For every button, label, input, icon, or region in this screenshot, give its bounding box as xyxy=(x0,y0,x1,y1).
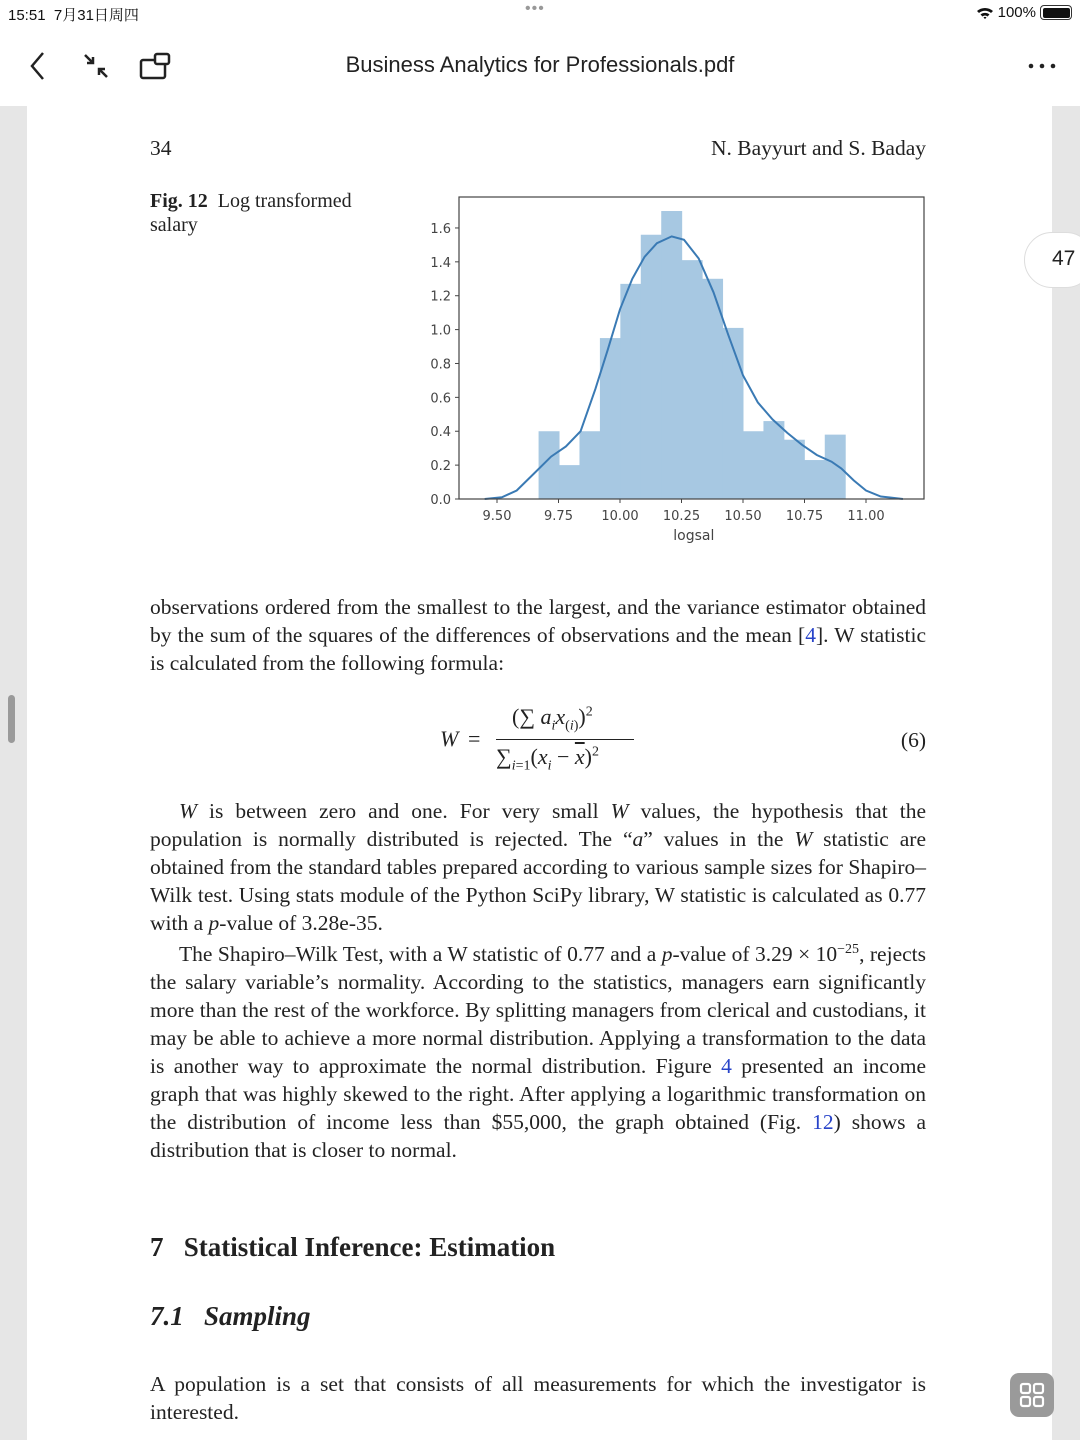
page-number: 34 xyxy=(150,136,172,160)
multitask-dots-icon[interactable]: ••• xyxy=(525,0,545,17)
histogram-bar xyxy=(743,431,764,499)
status-time: 15:51 7月31日周四 xyxy=(8,7,139,24)
histogram-chart xyxy=(420,190,940,550)
citation-link[interactable]: 4 xyxy=(805,623,816,647)
scrollbar-handle[interactable] xyxy=(8,695,15,743)
x-tick-label: 10.00 xyxy=(601,509,639,524)
y-tick-label: 0.6 xyxy=(430,391,451,407)
page-indicator[interactable]: 47 xyxy=(1024,232,1080,288)
running-header: N. Bayyurt and S. Baday xyxy=(711,136,926,160)
histogram-bar xyxy=(559,465,580,499)
x-tick-label: 10.50 xyxy=(724,509,762,524)
histogram-bar xyxy=(579,431,600,499)
histogram-bar xyxy=(661,211,682,499)
y-tick-label: 0.2 xyxy=(430,459,451,475)
paragraph-4: A population is a set that consists of all measurements for which the investigator is interested. xyxy=(150,1372,926,1424)
paragraph-2: W is between zero and one. For very small W values, the hypothesis that the population is normally distributed is rejected. The “a” values in the W statistic are obtained from the standard tables prepared according to various sample sizes for Shapiro–Wilk test. Using stats module of the Python SciPy library, W statistic is calculated as 0.77 with a p-value of 3.28e-35. xyxy=(150,799,927,935)
battery-icon xyxy=(1040,5,1072,20)
y-tick-label: 0.4 xyxy=(430,425,451,441)
figure-link-12[interactable]: 12 xyxy=(812,1110,834,1135)
y-tick-label: 0.8 xyxy=(430,357,451,373)
subsection-heading: 7.1 Sampling xyxy=(150,1301,311,1331)
equation-number: (6) xyxy=(900,728,926,752)
y-tick-label: 1.2 xyxy=(430,289,451,305)
figure-link-4[interactable]: 4 xyxy=(721,1054,732,1079)
y-tick-label: 1.4 xyxy=(430,255,451,271)
histogram-bar xyxy=(763,421,784,499)
histogram-bar xyxy=(682,260,703,499)
histogram-bar xyxy=(620,284,641,499)
x-tick-label: 10.75 xyxy=(785,509,824,524)
x-axis-label: logsal xyxy=(673,528,715,544)
x-tick-label: 9.75 xyxy=(544,509,573,524)
histogram-bar xyxy=(641,235,662,499)
y-tick-label: 0.0 xyxy=(430,493,451,508)
figure-caption: Fig. 12 Log transformed salary xyxy=(150,190,352,236)
histogram-bar xyxy=(804,460,825,499)
x-tick-label: 10.25 xyxy=(662,509,701,524)
more-button[interactable] xyxy=(1024,48,1060,84)
paragraph-3: The Shapiro–Wilk Test, with a W statistic of 0.77 and a p-value of $3.29 \times 10^{-25}$, rejects the salary variable’s normality. According to the statistics, managers earn significantly more than the rest of the workforce. By splitting managers from clerical and custodians, it may be able to achieve a more normal distribution. Applying a transformation to the data is another way to approximate the normal distribution. Figure 4 presented an income graph that was highly skewed to the right. After applying a logarithmic transformation on the distribution of income less than $55,000, the graph obtained (Fig. 12) shows a distribution that is closer to normal. xyxy=(150,942,926,1163)
wifi-icon xyxy=(976,6,994,20)
y-tick-label: 1.0 xyxy=(430,323,451,339)
histogram-bar xyxy=(723,328,744,499)
y-tick-label: 1.6 xyxy=(430,221,451,237)
histogram-bar xyxy=(784,440,805,499)
histogram-bar xyxy=(825,435,846,499)
thumbnail-grid-button[interactable] xyxy=(1010,1373,1054,1417)
document-title: Business Analytics for Professionals.pdf xyxy=(345,52,735,77)
battery-percent: 100% xyxy=(997,4,1036,21)
more-icon xyxy=(1027,62,1057,70)
x-tick-label: 11.00 xyxy=(847,509,885,524)
paragraph-1: observations ordered from the smallest to the largest, and the variance estimator obtained by the sum of the squares of the differences of observations and the mean [4]. W statistic is calculated from the following formula: xyxy=(150,595,926,675)
section-heading: 7 Statistical Inference: Estimation xyxy=(150,1232,556,1262)
equation-6: W = (∑ $a_ix_{(i)})^2$ $\sum_{i=1}(x_i - \overline{x})^2$ xyxy=(440,702,640,782)
status-bar xyxy=(0,0,1080,28)
toolbar xyxy=(0,28,1080,106)
grid-icon xyxy=(1019,1382,1045,1408)
x-tick-label: 9.50 xyxy=(482,509,512,524)
